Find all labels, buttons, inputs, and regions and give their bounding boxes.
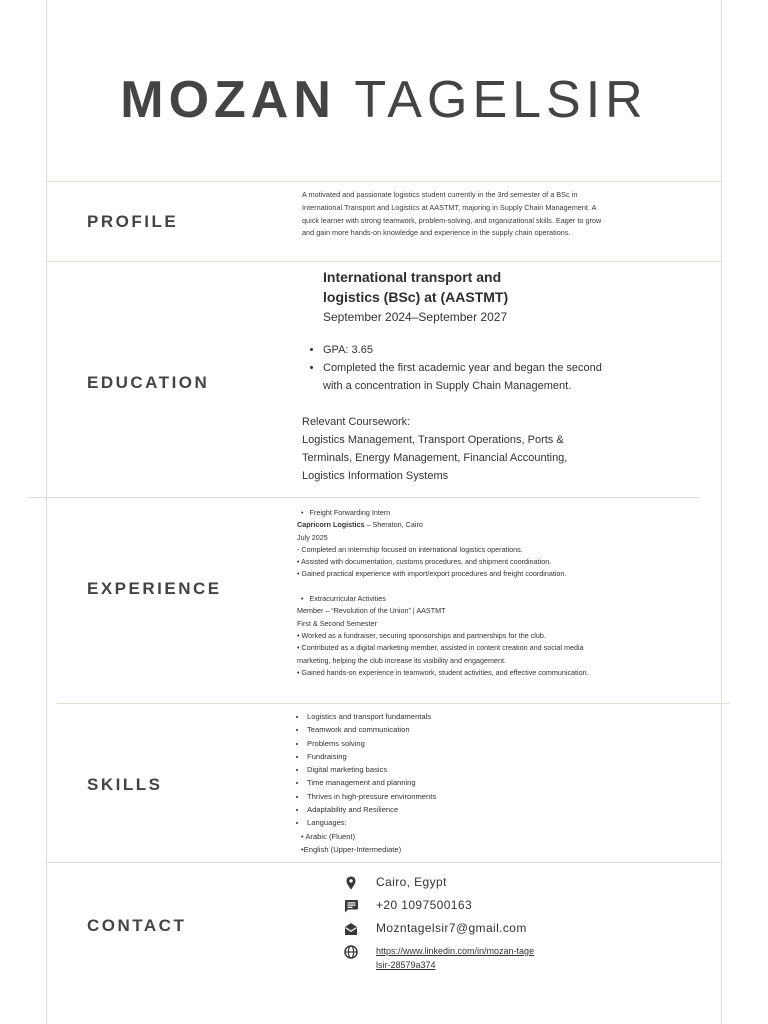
mail-icon <box>342 922 360 936</box>
activity-point: • Gained hands-on experience in teamwork, student activities, and effective communication. <box>297 667 589 677</box>
divider-header <box>46 181 722 182</box>
job-company-line <box>297 519 607 531</box>
skill-item: • Adaptability and Resilience <box>307 803 597 816</box>
profile-text: A motivated and passionate logistics student currently in the 3rd semester of a BSc in International Transport and Logistics at AASTMT, majoring in Supply Chain Management. A quick learner with strong teamwork, problem-solving, and organizational skills. Eager to grow and gain more hands-on knowledge and experience in the supply chain operations. <box>302 190 602 238</box>
experience-block <box>297 507 607 679</box>
contact-block <box>342 875 536 980</box>
divider-skills <box>46 862 722 863</box>
company-location: – Sheraton, Cairo <box>364 520 423 530</box>
skill-item: • Problems solving <box>307 737 597 750</box>
degree-title: International transport and logistics (BSc) at (AASTMT) <box>323 269 509 305</box>
job-date: July 2025 <box>297 532 328 542</box>
coursework-label: Relevant Coursework: <box>302 416 411 428</box>
contact-phone <box>342 898 536 913</box>
job-point: - Completed an internship focused on international logistics operations. <box>297 544 523 554</box>
activity-point: • Worked as a fundraiser, securing sponsorships and partnerships for the club. <box>297 630 546 640</box>
contact-location-text: Cairo, Egypt <box>376 875 447 889</box>
activity-heading: • Extracurricular Activities <box>297 593 607 605</box>
skills-block <box>297 710 597 856</box>
skill-item: • Fundraising <box>307 750 597 763</box>
contact-email <box>342 921 536 936</box>
skill-item: • Thrives in high-pressure environments <box>307 790 597 803</box>
contact-phone-text: +20 1097500163 <box>376 898 473 912</box>
right-border <box>721 0 722 1024</box>
coursework-list: Logistics Management, Transport Operations, Ports & Terminals, Energy Management, Financial Accounting, Logistics Information Systems <box>302 434 568 482</box>
divider-experience <box>57 703 730 704</box>
education-bullets <box>302 341 612 395</box>
skill-item: • Teamwork and communication <box>307 723 597 736</box>
section-title-profile: PROFILE <box>87 212 179 231</box>
location-pin-icon <box>342 876 360 890</box>
coursework <box>302 413 607 485</box>
contact-email-link[interactable]: Mozntagelsir7@gmail.com <box>376 921 527 935</box>
linkedin-link[interactable]: https://www.linkedin.com/in/mozan-tagelsir-28579a374 <box>376 946 535 970</box>
job-point: • Gained practical experience with import/export procedures and freight coordination. <box>297 569 567 579</box>
language-item: • Arabic (Fluent) <box>301 831 356 841</box>
divider-education <box>27 497 700 498</box>
degree-dates: September 2024–September 2027 <box>323 310 508 324</box>
education-block <box>302 267 612 485</box>
skills-list <box>297 710 597 830</box>
message-icon <box>342 899 360 913</box>
section-title-experience: EXPERIENCE <box>87 579 222 598</box>
company-name: Capricorn Logistics <box>297 520 365 530</box>
skill-item: • Languages: <box>307 816 597 829</box>
first-name: MOZAN <box>120 71 336 129</box>
job-heading: • Freight Forwarding Intern <box>297 507 607 519</box>
skill-item: • Time management and planning <box>307 776 597 789</box>
activity-role: Member – “Revolution of the Union” | AASTMT <box>297 606 446 616</box>
divider-profile <box>46 261 722 262</box>
skill-item: • Logistics and transport fundamentals <box>307 710 597 723</box>
section-title-skills: SKILLS <box>87 775 163 794</box>
left-border <box>46 0 47 1024</box>
language-item: •English (Upper-Intermediate) <box>301 844 402 854</box>
education-bullet: • GPA: 3.65 <box>323 341 612 359</box>
education-bullet: • Completed the first academic year and began the second with a concentration in Supply Chain Management. <box>323 359 612 395</box>
contact-linkedin <box>342 944 536 972</box>
resume-name <box>0 70 768 130</box>
contact-location <box>342 875 536 890</box>
last-name: TAGELSIR <box>354 71 648 129</box>
section-title-contact: CONTACT <box>87 916 187 935</box>
job-point: • Assisted with documentation, customs procedures, and shipment coordination. <box>297 557 552 567</box>
section-title-education: EDUCATION <box>87 373 210 392</box>
skill-item: • Digital marketing basics <box>307 763 597 776</box>
activity-point: • Contributed as a digital marketing member, assisted in content creation and social media marketing, helping the club increase its visibility and engagement. <box>297 643 584 665</box>
activity-date: First & Second Semester <box>297 618 377 628</box>
globe-icon <box>342 945 360 959</box>
